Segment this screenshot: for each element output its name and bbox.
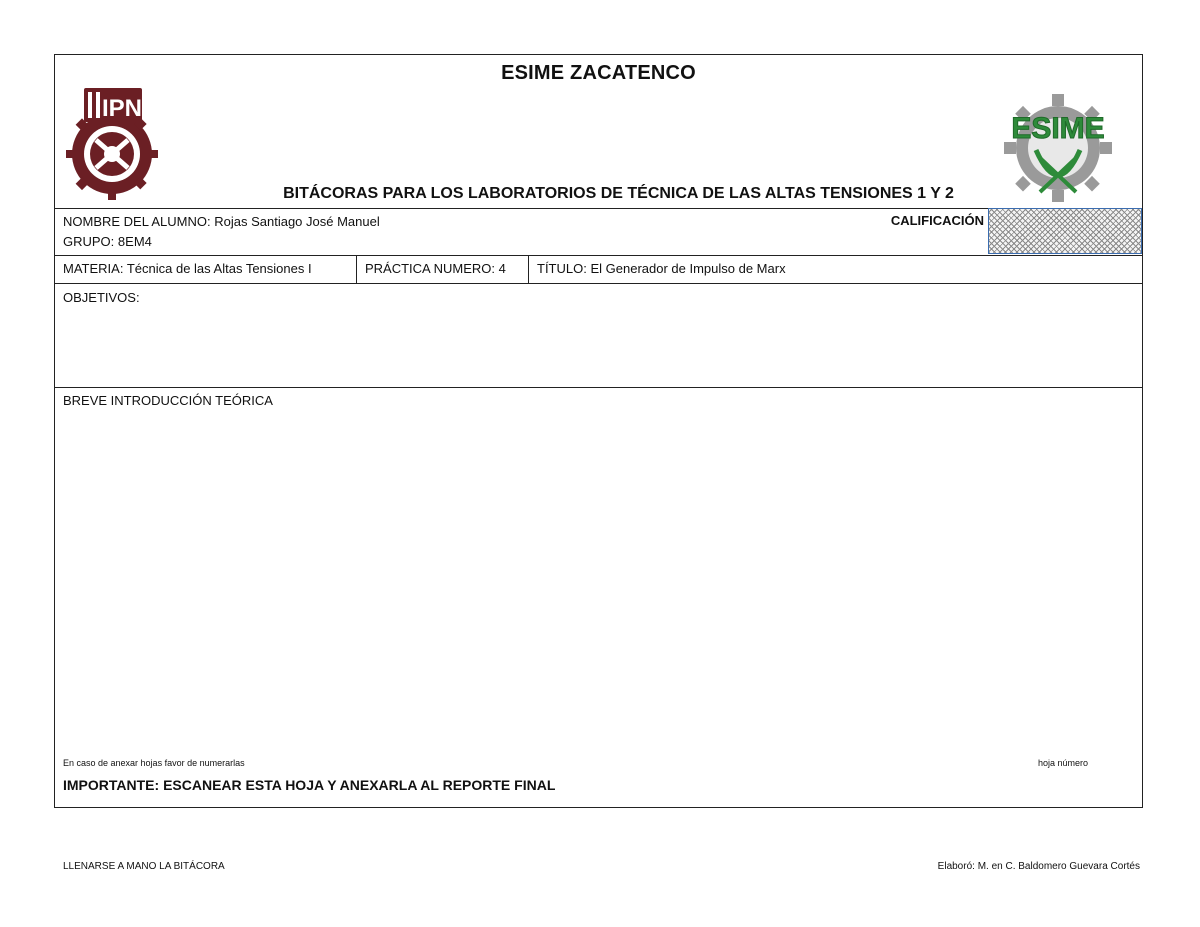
divider-student bbox=[54, 255, 1143, 256]
subject-value: Técnica de las Altas Tensiones I bbox=[126, 261, 312, 276]
group-label: GRUPO: bbox=[63, 234, 115, 249]
sheet-number-label: hoja número bbox=[1038, 758, 1089, 768]
intro-label: BREVE INTRODUCCIÓN TEÓRICA bbox=[63, 393, 273, 408]
practice-number-field bbox=[365, 261, 506, 276]
divider-subject-practice bbox=[356, 255, 357, 283]
student-name-value: Rojas Santiago José Manuel bbox=[214, 214, 380, 229]
student-name-label: NOMBRE DEL ALUMNO: bbox=[63, 214, 211, 229]
ipn-logo-text: IPN bbox=[101, 95, 143, 122]
school-name: ESIME ZACATENCO bbox=[501, 62, 696, 84]
esime-logo-text: ESIME bbox=[1011, 112, 1105, 145]
practice-number-value: 4 bbox=[498, 261, 506, 276]
form-frame bbox=[54, 54, 1143, 808]
divider-header bbox=[54, 208, 1143, 209]
important-notice: IMPORTANTE: ESCANEAR ESTA HOJA Y ANEXARLA AL REPORTE FINAL bbox=[63, 777, 556, 793]
annex-note: En caso de anexar hojas favor de numerarlas bbox=[63, 758, 245, 768]
grade-box bbox=[988, 208, 1142, 254]
footer-right: Elaboró: M. en C. Baldomero Guevara Cortés bbox=[937, 861, 1140, 872]
ipn-emblem-icon bbox=[66, 82, 158, 200]
grade-label: CALIFICACIÓN bbox=[890, 213, 984, 228]
divider-objectives bbox=[54, 387, 1143, 388]
practice-title-value: El Generador de Impulso de Marx bbox=[590, 261, 786, 276]
ipn-logo bbox=[66, 82, 158, 200]
practice-number-label: PRÁCTICA NUMERO: bbox=[365, 261, 496, 276]
student-name-field bbox=[63, 214, 380, 229]
practice-title-field bbox=[537, 261, 786, 276]
group-value: 8EM4 bbox=[117, 234, 152, 249]
subject-label: MATERIA: bbox=[63, 261, 124, 276]
objectives-label: OBJETIVOS: bbox=[63, 290, 140, 305]
practice-title-label: TÍTULO: bbox=[537, 261, 587, 276]
divider-practice-title bbox=[528, 255, 529, 283]
divider-course bbox=[54, 283, 1143, 284]
document-title: BITÁCORAS PARA LOS LABORATORIOS DE TÉCNICA DE LAS ALTAS TENSIONES 1 Y 2 bbox=[283, 185, 954, 202]
footer-left: LLENARSE A MANO LA BITÁCORA bbox=[63, 861, 225, 872]
subject-field bbox=[63, 261, 312, 276]
group-field bbox=[63, 234, 152, 249]
